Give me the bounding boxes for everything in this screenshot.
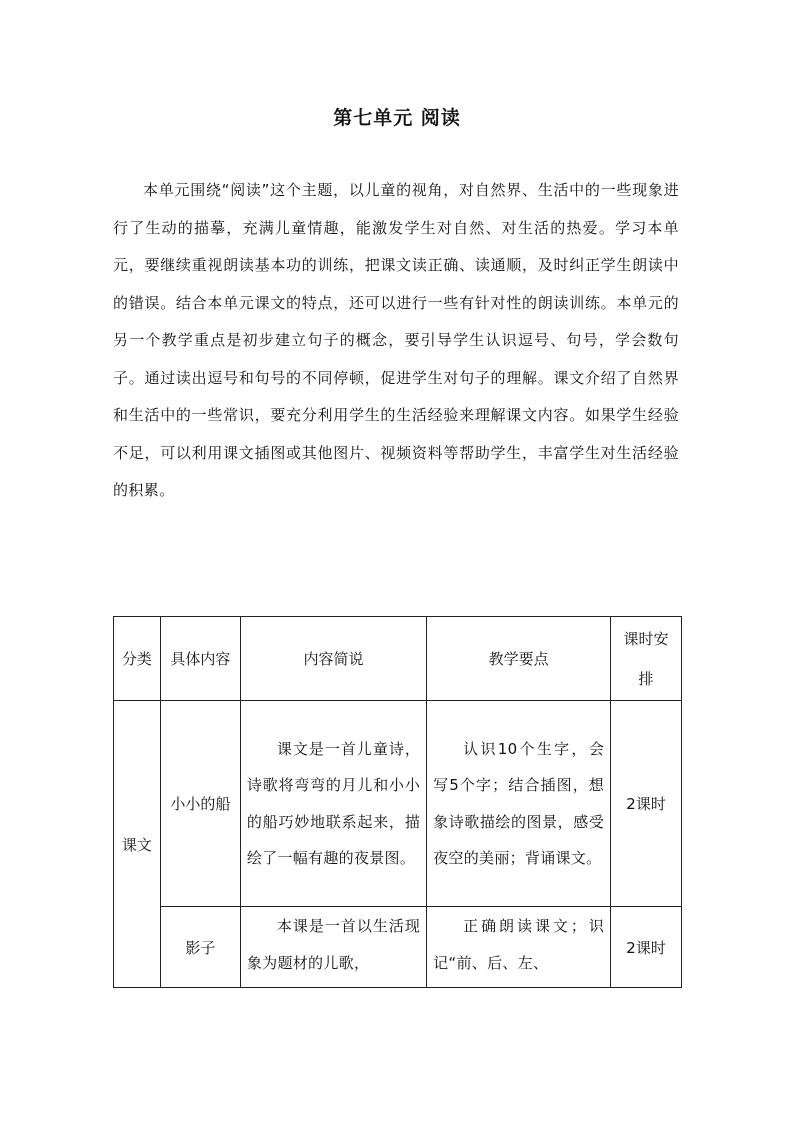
header-key-points: 教学要点 xyxy=(427,617,611,701)
key-points-text: 正确朗读课文；识记“前、后、左、 xyxy=(433,917,605,972)
lesson-plan-table xyxy=(113,616,682,988)
table-row xyxy=(114,701,682,907)
key-points-cell xyxy=(427,907,611,988)
content-cell: 小小的船 xyxy=(160,701,240,907)
hours-cell: 2课时 xyxy=(611,907,682,988)
key-points-cell: 认识10个生字，会写5个字；结合插图，想象诗歌描绘的图景，感受夜空的美丽；背诵课文。 xyxy=(427,701,611,907)
header-category: 分类 xyxy=(114,617,161,701)
table-row xyxy=(114,907,682,988)
summary-text: 本课是一首以生活现象为题材的儿歌， xyxy=(246,917,421,972)
category-cell: 课文 xyxy=(114,701,161,988)
table-header-row xyxy=(114,617,682,701)
header-hours: 课时安排 xyxy=(611,617,682,701)
header-summary: 内容简说 xyxy=(240,617,426,701)
summary-cell xyxy=(240,907,426,988)
document-title: 第七单元 阅读 xyxy=(333,107,461,129)
summary-cell: 课文是一首儿童诗，诗歌将弯弯的月儿和小小的船巧妙地联系起来，描绘了一幅有趣的夜景图。 xyxy=(240,701,426,907)
intro-paragraph: 本单元围绕“阅读”这个主题，以儿童的视角，对自然界、生活中的一些现象进行了生动的描摹，充满儿童情趣，能激发学生对自然、对生活的热爱。学习本单元，要继续重视朗读基本功的训练，把课文读正确、读通顺，及时纠正学生朗读中的错误。结合本单元课文的特点，还可以进行一些有针对性的朗读训练。本单元的另一个教学重点是初步建立句子的概念，要引导学生认识逗号、句号，学会数句子。通过读出逗号和句号的不同停顿，促进学生对句子的理解。课文介绍了自然界和生活中的一些常识，要充分利用学生的生活经验来理解课文内容。如果学生经验不足，可以利用课文插图或其他图片、视频资料等帮助学生，丰富学生对生活经验的积累。 xyxy=(113,181,679,499)
content-cell: 影子 xyxy=(160,907,240,988)
header-content: 具体内容 xyxy=(160,617,240,701)
hours-cell: 2课时 xyxy=(611,701,682,907)
